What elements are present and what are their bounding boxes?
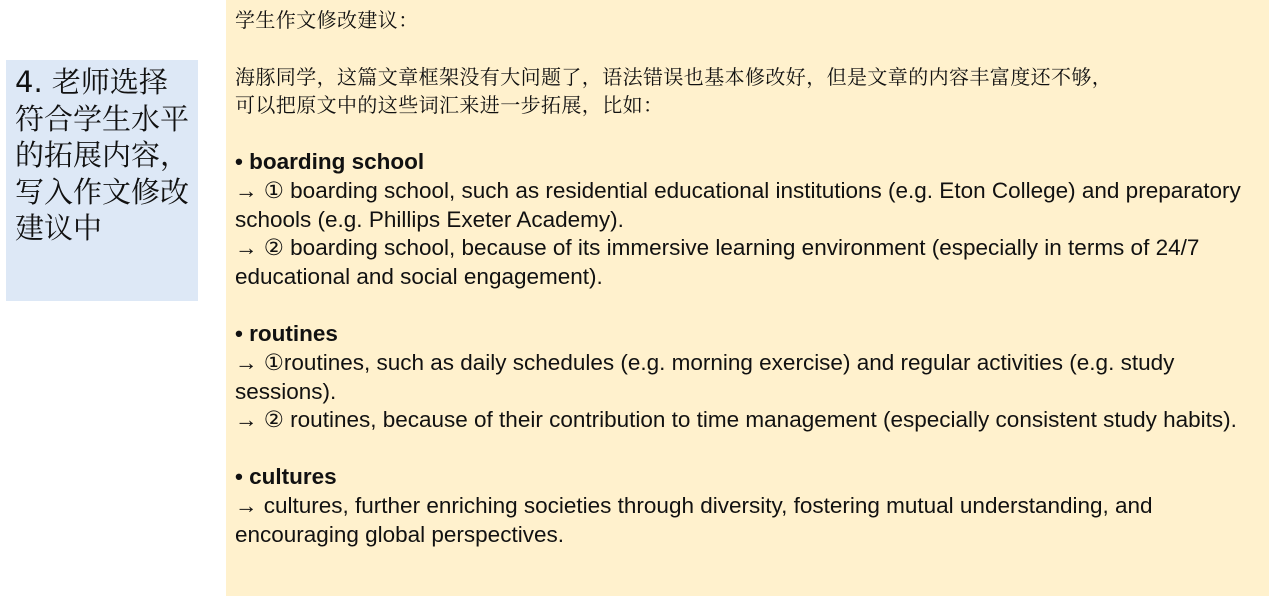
vocab-expansion: → ① boarding school, such as residential educational institutions (e.g. Eton College) and preparatory schools (e.g. Phillips Exeter Academy).: [235, 177, 1241, 232]
suggestion-intro-line-2: 可以把原文中的这些词汇来进一步拓展，比如：: [235, 93, 664, 117]
step-label-box: [6, 60, 198, 301]
bullet: •: [235, 149, 243, 174]
vocab-item-cultures: [235, 463, 1263, 549]
vocab-item-boarding-school: [235, 148, 1263, 292]
vocab-heading: [235, 148, 1263, 177]
vocab-word: boarding school: [249, 149, 425, 174]
vocab-heading: [235, 463, 1263, 492]
vocab-heading: [235, 320, 1263, 349]
bullet: •: [235, 464, 243, 490]
vocab-expansion: → ② routines, because of their contribution to time management (especially consistent study habits).: [235, 407, 1237, 433]
step-label: 4. 老师选择符合学生水平的拓展内容，写入作文修改建议中: [15, 65, 190, 245]
suggestion-title: 学生作文修改建议：: [235, 8, 419, 32]
vocab-expansion: → ①routines, such as daily schedules (e.g. morning exercise) and regular activities (e.g. study sessions).: [235, 349, 1175, 404]
suggestion-panel: [226, 0, 1269, 596]
vocab-expansion: → cultures, further enriching societies through diversity, fostering mutual understanding, and encouraging global perspectives.: [235, 492, 1153, 547]
vocab-word: cultures: [249, 464, 337, 490]
vocab-expansion: → ② boarding school, because of its immersive learning environment (especially in terms of 24/7 educational and social engagement).: [235, 235, 1200, 290]
suggestion-intro-line-1: 海豚同学，这篇文章框架没有大问题了，语法错误也基本修改好，但是文章的内容丰富度还不够，: [235, 65, 1113, 89]
vocab-word: routines: [249, 320, 338, 346]
bullet: •: [235, 320, 243, 346]
vocab-item-routines: [235, 320, 1263, 435]
